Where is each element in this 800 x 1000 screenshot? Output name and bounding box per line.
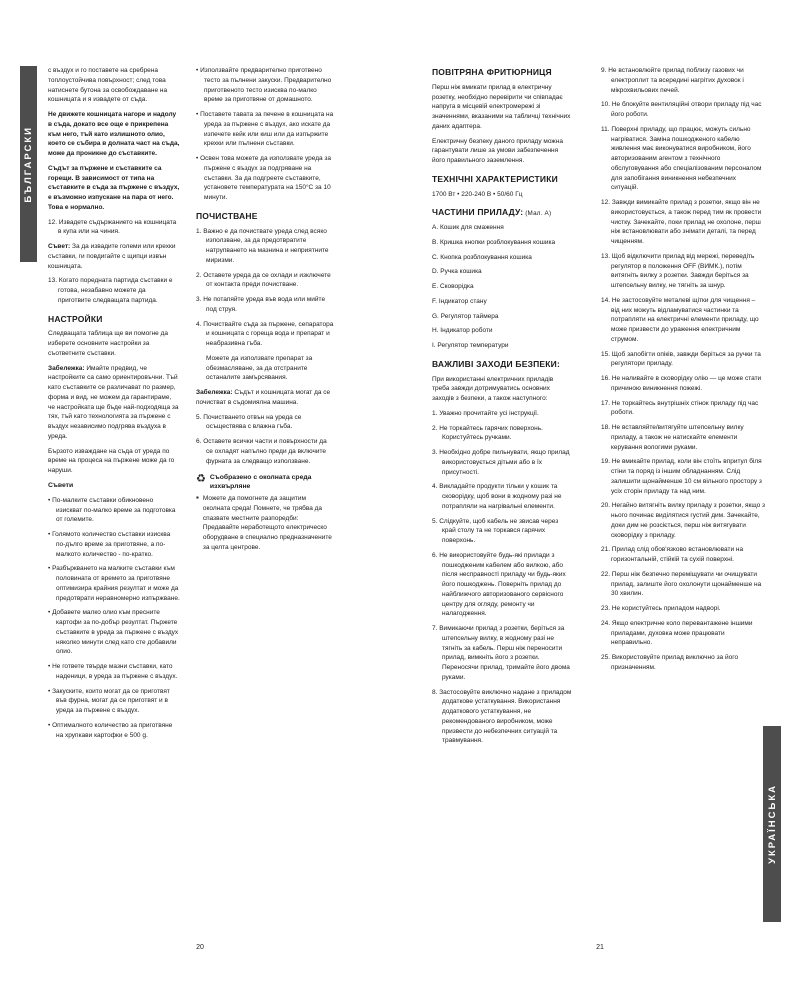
paragraph: Електричну безпеку даного приладу можна гарантувати лише за умови забезпечення його правильного заземлення. (432, 137, 563, 164)
bullet-item: • Не гответе твърде мазни съставки, като наденици, в уреда за пържене с въздух. (48, 663, 178, 680)
numbered-item: D. Ручка кошика (432, 268, 482, 276)
bullet-item: • Добавете малко олио към пресните картофи за по-добър резултат. Пържете съставките в уреда за пържене с въздух няколко минути след като сте добавили олио. (48, 609, 179, 656)
numbered-item: 5. Слідкуйте, щоб кабель не звисав через край столу та не торкався гарячих поверхонь. (432, 517, 559, 544)
page-number-right: 21 (596, 944, 604, 951)
numbered-item: 22. Перш ніж безпечно переміщувати чи очищувати прилад, залиште його охолонути щонайменше на 30 хвилин. (601, 570, 762, 598)
numbered-item: 11. Поверхні приладу, що працює, можуть сильно нагріватися. Заміна пошкодженого кабелю живлення має виконуватися виробником, його авторизованим агентом з технічного обслуговування або спеціалізованим персоналом для запобігання виникнення небезпечних ситуацій. (601, 125, 762, 192)
section-heading: ПОЧИСТВАНЕ (196, 210, 258, 221)
numbered-item: G. Регулятор таймера (432, 312, 499, 320)
numbered-item: 9. Не встановлюйте прилад поблизу газових чи електроплит та всередині нагрітих духовок і мікрохвильових печей. (601, 67, 744, 94)
note-paragraph: Съвет: За да извадите големи или крехки съставки, ги повдигайте с щипци извън кошницата. (48, 243, 176, 270)
section-heading: ПОВІТРЯНА ФРИТЮРНИЦЯ (432, 67, 552, 77)
bullet-item: • По-малките съставки обикновено изискват по-малко време за подготовка от големите. (48, 496, 176, 524)
numbered-item: 15. Щоб запобігти опіків, завжди беріться за ручки та регулятори приладу. (601, 350, 761, 368)
note-paragraph: Забележка: Имайте предвид, че настройките са само ориентировъчни. Тъй като съставките се различават по размер, форма и вид, не можем да гарантираме, че настройката ще бъде най-подходяща за тях, тъй като технологията за пържене с въздух независимо подгрява въздуха в уреда. (48, 364, 179, 440)
bold-paragraph: Не движете кошницата нагоре и надолу в съда, докато все още е прикрепена към него, тъй като излишното олио, което се събира в долната част на съда, може да проникне до съставките. (48, 111, 180, 157)
numbered-item: 10. Не блокуйте вентиляційні отвори приладу під час його роботи. (601, 101, 762, 118)
numbered-item: F. Індикатор стану (432, 297, 487, 305)
section-heading: ТЕХНІЧНІ ХАРАКТЕРИСТИКИ (432, 173, 558, 184)
numbered-item: 6. Не використовуйте будь-які прилади з пошкодженим кабелем або вилкою, або після несправності приладу чи будь-яких його пошкоджень. Поверніть прилад до найближчого авторизованого сервісного центру для огляду, ремонту чи налагодження. (432, 551, 566, 618)
numbered-item: 6. Оставете всички части и повърхности да се охладят напълно преди да включите фурната за следващо използване. (196, 438, 327, 465)
numbered-item: 21. Прилад слід обов'язково встановлювати на горизонтальній, стійкій та сухій поверхні. (601, 546, 744, 563)
bullet-item: • Поставете тавата за печене в кошницата на уреда за пържене с въздух, ако искате да изпечете кейк или киш или да изпържите крехки или пълнени съставки. (196, 111, 334, 148)
waste-bin-icon: ▪ (196, 493, 199, 503)
numbered-item: 16. Не наливайте в сковорідку олію — це може стати причиною виникнення пожежі. (601, 375, 762, 392)
numbered-item: 5. Почистването отвън на уреда се осъществява с влажна гъба. (196, 413, 302, 431)
bold-paragraph: Съдът за пържене и съставките са горещи. В зависимост от типа на съставките в съда за пържене с въздух, е възможно изпускане на пара от него. Това е нормално. (48, 164, 180, 211)
numbered-item: E. Сковорідка (432, 283, 474, 290)
bullet-item: • Голямото количество съставки изисква по-дълго време за приготвяне, а по-малкото количество - по-кратко. (48, 531, 171, 558)
eco-disposal-body (196, 494, 334, 558)
eco-disposal-header (196, 474, 334, 491)
section-heading: ВАЖЛИВІ ЗАХОДИ БЕЗПЕКИ: (432, 358, 561, 369)
ukrainian-tab-label: УКРАЇНСЬКА (766, 784, 778, 864)
numbered-item: 3. Не потапяйте уреда във вода или мийте под струя. (196, 296, 326, 313)
page20-column-1 (48, 66, 180, 745)
bullet-item: • Закуските, които могат да се приготвят във фурна, могат да се приготвят и в уреда за пържене с въздух. (48, 687, 170, 715)
eco-disposal-title: Съобразено с околната среда изхвърляне (209, 474, 312, 490)
numbered-item: 7. Вимикаючи прилад з розетки, беріться за штепсельну вилку, в жодному разі не тягніть за кабель. Перш ніж переносити прилад, вимкніть його з розетки. Переносячи прилад, тримайте його двома руками. (432, 625, 570, 681)
ukrainian-language-tab (763, 726, 781, 922)
note-paragraph: Забележка: Съдът и кошницата могат да се почистват в съдомиялна машина. (196, 389, 331, 406)
paragraph: 1700 Вт • 220-240 В • 50/60 Гц (432, 190, 523, 198)
page-number-left: 20 (196, 944, 204, 951)
subsection-heading: Съвети (48, 481, 74, 489)
eco-disposal-section (196, 474, 334, 557)
page21-column-2 (601, 66, 765, 678)
bullet-item: • Разбъркването на малките съставки към половината от времето за приготвяне оптимизира крайния резултат и може да предотврати неравномерно изпържване. (48, 565, 180, 602)
bulgarian-language-tab (20, 66, 37, 262)
numbered-item: 25. Використовуйте прилад виключно за його призначенням. (601, 654, 739, 671)
numbered-item: 23. Не користуйтесь приладом надворі. (601, 605, 721, 612)
page21-column-1 (432, 66, 572, 751)
numbered-item: 17. Не торкайтесь внутрішніх стінок приладу під час роботи. (601, 399, 759, 417)
page20-column-2 (196, 66, 334, 558)
numbered-item: 1. Уважно прочитайте усі інструкції. (432, 409, 539, 417)
paragraph: Бързото изваждане на съда от уреда по време на процеса на пържене може да го наруши. (48, 447, 175, 474)
numbered-item: 2. Оставете уреда да се охлади и изключете от контакта преди почистване. (196, 271, 331, 289)
paragraph: Перш ніж вмикати прилад в електричну розетку, необхідно перевірити чи співпадає напруга в місцевій електромережі зі значеннями, вказаними на табличці технічних даних адаптера. (432, 83, 571, 130)
section-heading-suffix: (Мал. A) (523, 210, 552, 218)
numbered-item: C. Кнопка розблокування кошика (432, 253, 532, 261)
numbered-item: B. Кришка кнопки розблокування кошика (432, 238, 556, 246)
numbered-item: 4. Почиствайте съда за пържене, сепаратора и кошницата с гореща вода и препарат и неабразивна гъба. (196, 320, 334, 347)
paragraph: При використанні електричних приладів треба завжди дотримуватись основних заходів з безпеки, а також наступного: (432, 375, 554, 402)
eco-disposal-text: Можете да помогнете да защитим околната среда! Помнете, че трябва да спазвате местните разпоредби: Предавайте неработещото електрическо оборудване в специално предназначените за целта центрове. (202, 495, 332, 551)
numbered-item: 20. Негайно витягніть вилку приладу з розетки, якщо з нього починає виділятися густий дим. Зачекайте, доки дим не розсіється, перш ніж витягувати сковорідку з приладу. (601, 502, 766, 539)
numbered-item: 19. Не вмикайте прилад, коли він стоїть впритул біля стіни та поряд із іншим обладнанням. Слід залишити щонайменше 10 см вільного простору з усіх сторін приладу та над ним. (601, 458, 762, 495)
numbered-item: 2. Не торкайтесь гарячих поверхонь. Користуйтесь ручками. (432, 424, 543, 442)
numbered-item: 8. Застосовуйте виключно надане з приладом додаткове устаткування. Використання додаткового устаткування, не рекомендованого виробником, може призвести до небезпечних ситуацій та травмування. (432, 688, 572, 745)
note-label: Съвет: (48, 243, 73, 250)
continuation-paragraph: Можете да използвате препарат за обезмасляване, за да отстраните останалите замърсявания. (206, 354, 313, 382)
bullet-item: • Оптималното количество за приготвяне на хрупкави картофки е 500 g. (48, 721, 173, 739)
numbered-item: 14. Не застосовуйте металеві щітки для чищення – від них можуть відламуватися частинки та потрапляти на електричні елементи приладу, що може призвести до ураження електричним струмом. (601, 296, 759, 343)
numbered-item: 24. Якщо електричне коло перевантажене іншими приладами, духовка може працювати неправильно. (601, 619, 753, 647)
note-label: Забележка: (196, 389, 235, 396)
numbered-item: 12. Завжди вимикайте прилад з розетки, якщо він не використовується, а також перед тим як провести чистку. Зачекайте, поки прилад не охолоне, перш ніж встановлювати або знімати деталі, та перед чищенням. (601, 199, 762, 245)
numbered-item: 13. Когато поредната партида съставки е готова, незабавно можете да приготвите следващата партида. (48, 277, 173, 304)
recycle-icon: ♻ (196, 473, 206, 486)
bulgarian-tab-label: БЪЛГАРСКИ (23, 125, 34, 203)
numbered-item: 4. Викладайте продукти тільки у кошик та сковорідку, щоб вони в жодному разі не потрапляли на нагрівальні елементи. (432, 483, 562, 510)
paragraph: Следващата таблица ще ви помогне да изберете основните настройки за съответните съставки. (48, 330, 169, 357)
numbered-item: A. Кошик для смаження (432, 224, 504, 231)
section-heading: НАСТРОЙКИ (48, 313, 103, 324)
numbered-item: 18. Не вставляйте/витягуйте штепсельну вилку приладу, а також не натискайте елементи керування вологими руками. (601, 424, 744, 451)
note-label: Забележка: (48, 364, 87, 372)
numbered-item: I. Регулятор температури (432, 342, 509, 349)
numbered-item: H. Індикатор роботи (432, 327, 493, 335)
numbered-item: 13. Щоб відключити прилад від мережі, переведіть регулятор в положення OFF (ВИМК.), потім витягніть вилку з розетки. Завжди беріться за штепсельну вилку, не тягніть за шнур. (601, 252, 755, 289)
numbered-item: 12. Извадете съдържанието на кошницата в купа или на чиния. (48, 218, 177, 236)
numbered-item: 3. Необхідно добре пильнувати, якщо прилад використовується дітьми або в їх присутності. (432, 449, 570, 476)
bullet-item: • Освен това можете да използвате уреда за пържене с въздух за подгряване на съставки. За да подгреете съставките, установете температурата на 150°C за 10 минути. (196, 155, 332, 201)
paragraph: с въздух и го поставете на сребрена топлоустойчива повърхност; след това натиснете бутона за освобождаване на кошницата и я извадете от съда. (48, 67, 168, 104)
section-heading: ЧАСТИНИ ПРИЛАДУ: (Мал. A) (432, 207, 552, 218)
numbered-item: 1. Важно е да почиствате уреда след всяко използване, за да предотвратите натрупването на мазнина и неприятните миризми. (196, 227, 329, 264)
bullet-item: • Използвайте предварително приготвено тесто за пълнени закуски. Предварително приготвеното тесто изисква по-малко време за приготвяне от домашното. (196, 67, 332, 104)
